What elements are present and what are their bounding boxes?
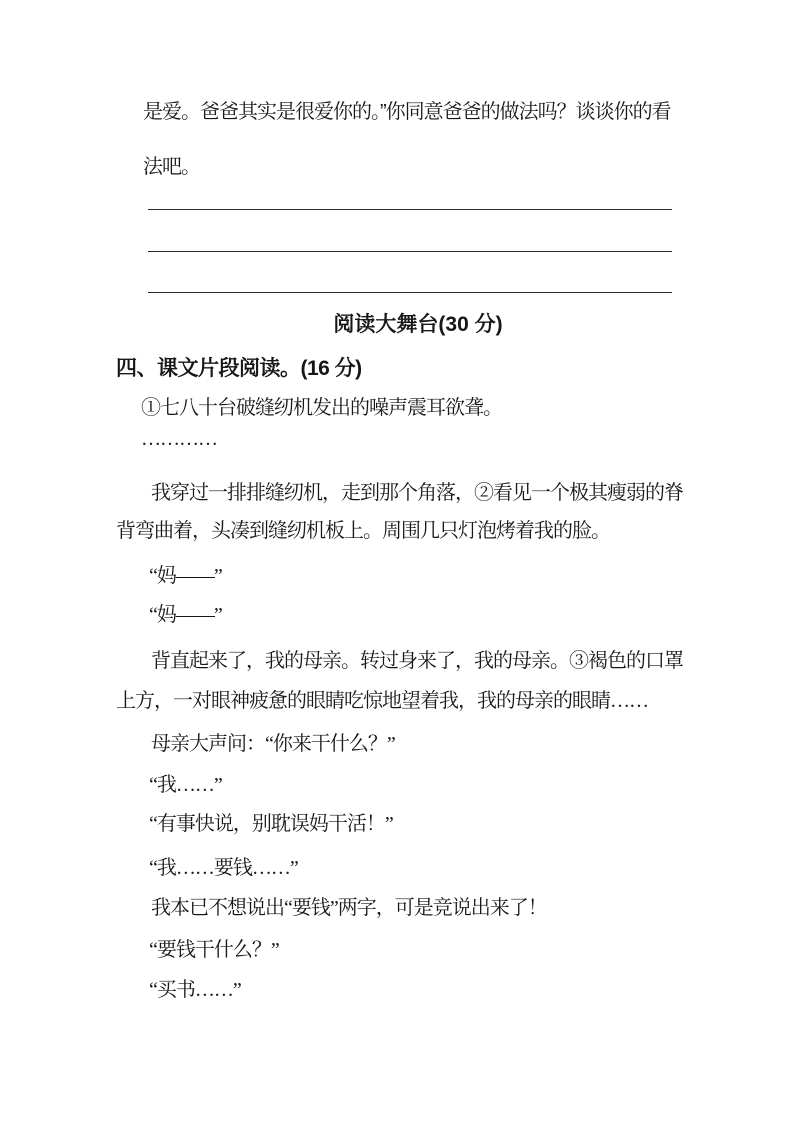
passage-dialog-money: “我……要钱……”	[149, 857, 298, 879]
passage-line-6: 母亲大声问：“你来干什么？”	[151, 733, 395, 755]
passage-line-2: 我穿过一排排缝纫机，走到那个角落，②看见一个极其瘦弱的脊	[151, 482, 683, 504]
passage-line-3: 背弯曲着，头凑到缝纫机板上。周围几只灯泡烤着我的脸。	[116, 520, 610, 542]
question-continuation-line-2: 法吧。	[143, 156, 200, 178]
answer-blank-line-2[interactable]	[148, 251, 672, 252]
passage-dialog-buybook: “买书……”	[149, 979, 241, 1001]
question-continuation-line-1: 是爱。爸爸其实是很爱你的。”你同意爸爸的做法吗？谈谈你的看	[143, 101, 671, 123]
section-4-heading: 四、课文片段阅读。(16 分)	[116, 357, 362, 380]
passage-line-1: ①七八十台破缝纫机发出的噪声震耳欲聋。	[141, 397, 502, 419]
passage-line-5: 上方，一对眼神疲惫的眼睛吃惊地望着我，我的母亲的眼睛……	[116, 690, 648, 712]
answer-blank-line-3[interactable]	[148, 292, 672, 293]
passage-dialog-wo: “我……”	[149, 774, 222, 796]
passage-ellipsis-line: …………	[141, 428, 217, 450]
answer-blank-line-1[interactable]	[148, 209, 672, 210]
reading-stage-banner: 阅读大舞台(30 分)	[333, 313, 503, 336]
passage-line-7: 我本已不想说出“要钱”两字，可是竞说出来了！	[151, 897, 547, 919]
passage-dialog-hurry: “有事快说，别耽误妈干活！”	[149, 813, 393, 835]
passage-dialog-whatfor: “要钱干什么？”	[149, 939, 279, 961]
passage-dialog-ma-2: “妈——”	[149, 604, 222, 626]
passage-line-4: 背直起来了，我的母亲。转过身来了，我的母亲。③褐色的口罩	[151, 650, 683, 672]
passage-dialog-ma-1: “妈——”	[149, 565, 222, 587]
